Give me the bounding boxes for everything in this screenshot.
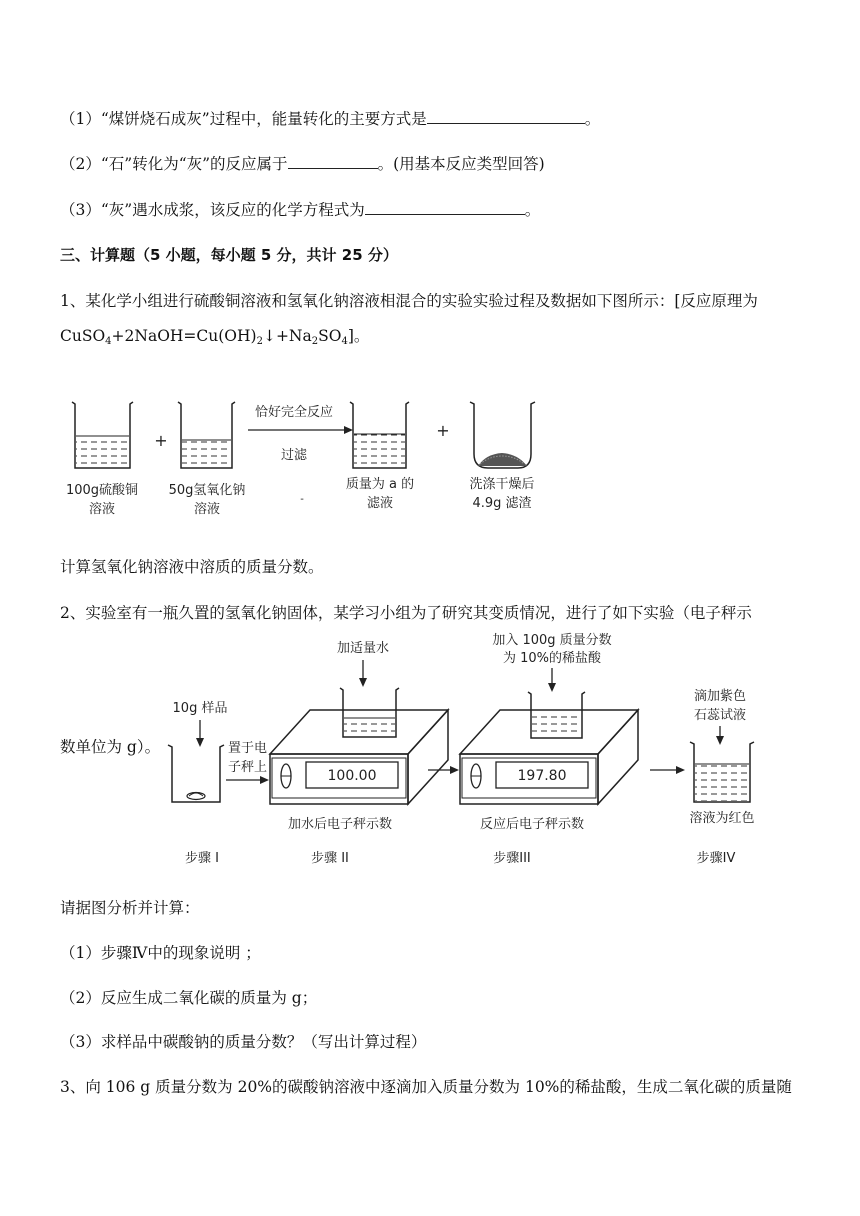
beaker-copper-sulfate <box>72 402 133 468</box>
step-4-label: 步骤IV <box>696 851 736 866</box>
problem-2-subq-2: （2）反应生成二氧化碳的质量为 g； <box>60 989 318 1007</box>
red-solution-beaker <box>690 742 754 802</box>
beaker2-label-1: 50g氢氧化钠 <box>168 483 246 498</box>
experiment-figure-2 <box>160 630 800 870</box>
question-tail: 。 <box>524 201 541 219</box>
scale-1-reading: 100.00 <box>327 768 377 784</box>
problem-1-question: 计算氢氧化钠溶液中溶质的质量分数。 <box>60 558 324 576</box>
beaker1-label-2: 溶液 <box>88 502 116 517</box>
step-1-label: 步骤 I <box>185 851 219 866</box>
beaker-filtrate <box>350 402 409 468</box>
arrow-label-top: 恰好完全反应 <box>254 405 334 420</box>
sample-label: 10g 样品 <box>172 701 228 716</box>
scale-2-caption: 反应后电子秤示数 <box>479 817 585 832</box>
experiment-figure-1 <box>60 390 560 520</box>
litmus-label-1: 滴加紫色 <box>693 689 747 704</box>
place-label-1: 置于电 <box>228 741 268 756</box>
beaker3-label-2: 滤液 <box>366 496 394 511</box>
problem-3-intro: 3、向 106 g 质量分数为 20%的碳酸钠溶液中逐滴加入质量分数为 10%的稀盐酸，生成二氧化碳的质量随 <box>60 1078 792 1096</box>
problem-2-subq-1: （1）步骤Ⅳ中的现象说明 ； <box>60 944 261 962</box>
answer-blank[interactable] <box>365 199 525 215</box>
problem-2-intro: 2、实验室有一瓶久置的氢氧化钠固体，某学习小组为了研究其变质情况，进行了如下实验（电子秤示 <box>60 604 752 622</box>
answer-blank[interactable] <box>288 153 378 169</box>
step-3-label: 步骤III <box>493 851 531 866</box>
answer-blank[interactable] <box>427 108 585 124</box>
beaker1-label-1: 100g硫酸铜 <box>65 483 139 498</box>
problem-1-intro: 1、某化学小组进行硫酸铜溶液和氢氧化钠溶液相混合的实验实验过程及数据如下图所示：[反应原理为 <box>60 292 758 310</box>
beaker2-label-2: 溶液 <box>193 502 221 517</box>
fill-question-3 <box>60 199 540 220</box>
stray-dot: - <box>300 494 304 505</box>
beaker-precipitate <box>470 402 535 468</box>
place-label-2: 子秤上 <box>228 760 268 775</box>
question-tail: 。 <box>584 110 601 128</box>
question-tail: 。(用基本反应类型回答) <box>377 155 545 173</box>
problem-2-intro-cont: 数单位为 g）。 <box>60 738 161 756</box>
acid-label-1: 加入 100g 质量分数 <box>492 633 612 648</box>
plus-sign-2: + <box>436 421 450 440</box>
beaker-sodium-hydroxide <box>178 402 235 468</box>
plus-sign: + <box>154 431 168 450</box>
beaker4-label-1: 洗涤干燥后 <box>469 477 535 492</box>
question-text: （2）“石”转化为“灰”的反应属于 <box>60 155 288 173</box>
fill-question-1 <box>60 108 600 129</box>
question-text: （3）“灰”遇水成浆，该反应的化学方程式为 <box>60 201 365 219</box>
question-text: （1）“煤饼烧石成灰”过程中，能量转化的主要方式是 <box>60 110 427 128</box>
scale-1 <box>270 688 448 804</box>
scale-1-caption: 加水后电子秤示数 <box>287 817 393 832</box>
problem-2-subq-3: （3）求样品中碳酸钠的质量分数？（写出计算过程） <box>60 1033 427 1051</box>
acid-label-2: 为 10%的稀盐酸 <box>502 651 602 666</box>
arrow-label-bottom: 过滤 <box>280 448 308 463</box>
step-2-label: 步骤 II <box>311 851 349 866</box>
scale-2 <box>460 692 638 804</box>
beaker4-label-2: 4.9g 滤渣 <box>472 496 532 511</box>
red-caption: 溶液为红色 <box>689 811 755 826</box>
fill-question-2 <box>60 153 545 174</box>
problem-2-prompt: 请据图分析并计算： <box>60 899 200 917</box>
sample-beaker <box>168 745 224 802</box>
scale-2-reading: 197.80 <box>517 768 567 784</box>
reaction-equation: $CuSO_4+2NaOH=Cu(OH)_2↓+Na_2SO_4$]。 <box>60 327 370 347</box>
beaker3-label-1: 质量为 a 的 <box>345 477 415 492</box>
add-water-label: 加适量水 <box>336 641 390 656</box>
section-title: 三、计算题（5 小题，每小题 5 分，共计 25 分） <box>60 246 398 264</box>
litmus-label-2: 石蕊试液 <box>693 708 747 723</box>
